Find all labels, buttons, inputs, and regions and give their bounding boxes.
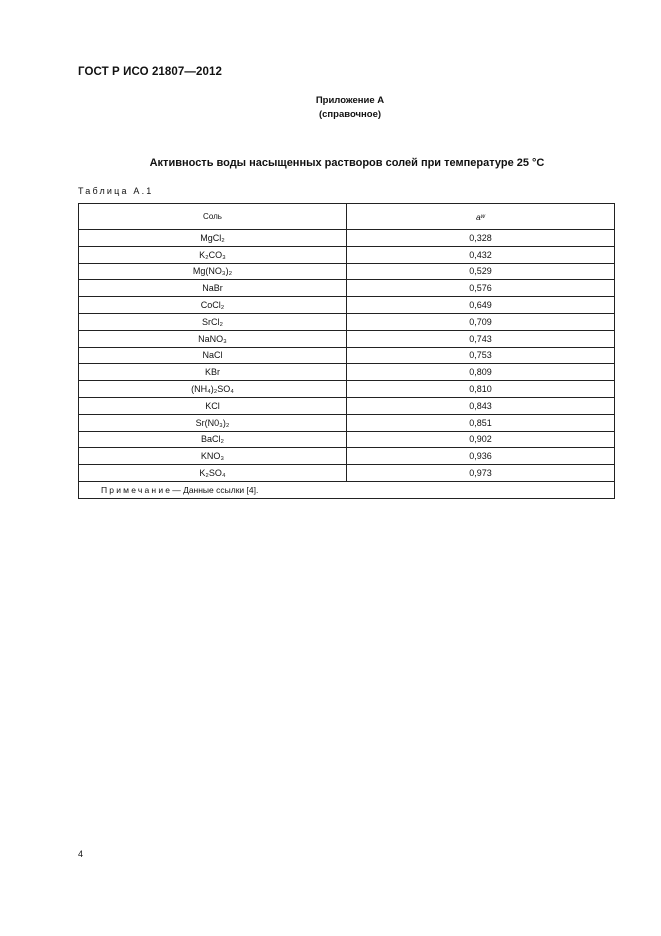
salt-cell: SrCl₂	[79, 314, 347, 330]
table-row	[79, 398, 614, 415]
appendix-title: Приложение А	[315, 95, 385, 106]
appendix-subtitle: (справочное)	[318, 109, 382, 120]
table-row	[79, 415, 614, 432]
salt-cell: Sr(N0₃)₂	[79, 415, 347, 431]
salt-cell: NaCl	[79, 348, 347, 364]
table-row	[79, 432, 614, 449]
salt-cell: BaCl₂	[79, 432, 347, 448]
salt-cell: K₂CO₃	[79, 247, 347, 263]
aw-value-cell: 0,851	[469, 417, 492, 428]
page-title: Активность воды насыщенных растворов солей при температуре 25 °С	[149, 157, 545, 169]
aw-value-cell: 0,810	[469, 384, 492, 395]
aw-value-cell: 0,328	[469, 232, 492, 243]
aw-value-cell: 0,936	[469, 451, 492, 462]
aw-value-cell: 0,743	[469, 333, 492, 344]
aw-value-cell: 0,843	[469, 400, 492, 411]
column-header-aw-subscript: w	[480, 213, 486, 220]
aw-value-cell: 0,809	[469, 367, 492, 378]
table-row	[79, 364, 614, 381]
aw-value-cell: 0,709	[469, 316, 492, 327]
aw-value-cell: 0,529	[469, 266, 492, 277]
table-row	[79, 247, 614, 264]
aw-value-cell: 0,432	[469, 249, 492, 260]
page-number: 4	[78, 849, 84, 859]
table-body	[79, 230, 614, 482]
column-header-aw-letter: a	[475, 211, 481, 222]
table-row	[79, 381, 614, 398]
salt-cell: K₂SO₄	[79, 465, 347, 481]
aw-value-cell: 0,973	[469, 468, 492, 479]
salt-cell: NaNO₃	[79, 331, 347, 347]
salt-cell: Mg(NO₃)₂	[79, 264, 347, 280]
table-row	[79, 230, 614, 247]
table-label: Таблица А.1	[78, 186, 154, 196]
column-header-aw	[347, 204, 614, 229]
table-row	[79, 280, 614, 297]
salt-cell: NaBr	[79, 280, 347, 296]
table-row	[79, 264, 614, 281]
table-row	[79, 348, 614, 365]
salt-cell: (NH₄)₂SO₄	[79, 381, 347, 397]
water-activity-table	[78, 203, 615, 499]
aw-value-cell: 0,753	[469, 350, 492, 361]
table-header-row	[79, 204, 614, 230]
salt-cell: KBr	[79, 364, 347, 380]
table-row	[79, 314, 614, 331]
document-code: ГОСТ Р ИСО 21807—2012	[78, 66, 223, 78]
salt-cell: CoCl₂	[79, 297, 347, 313]
aw-value-cell: 0,649	[469, 300, 492, 311]
salt-cell: MgCl₂	[79, 230, 347, 246]
table-row	[79, 465, 614, 482]
table-row	[79, 448, 614, 465]
column-header-salt: Соль	[79, 204, 347, 229]
table-row	[79, 331, 614, 348]
aw-value-cell: 0,576	[469, 283, 492, 294]
note-text: — Данные ссылки [4].	[172, 484, 259, 495]
aw-value-cell: 0,902	[469, 434, 492, 445]
table-row	[79, 297, 614, 314]
table-note	[79, 482, 614, 498]
salt-cell: KCl	[79, 398, 347, 414]
salt-cell: KNO₃	[79, 448, 347, 464]
note-label: Примечание	[101, 484, 173, 495]
